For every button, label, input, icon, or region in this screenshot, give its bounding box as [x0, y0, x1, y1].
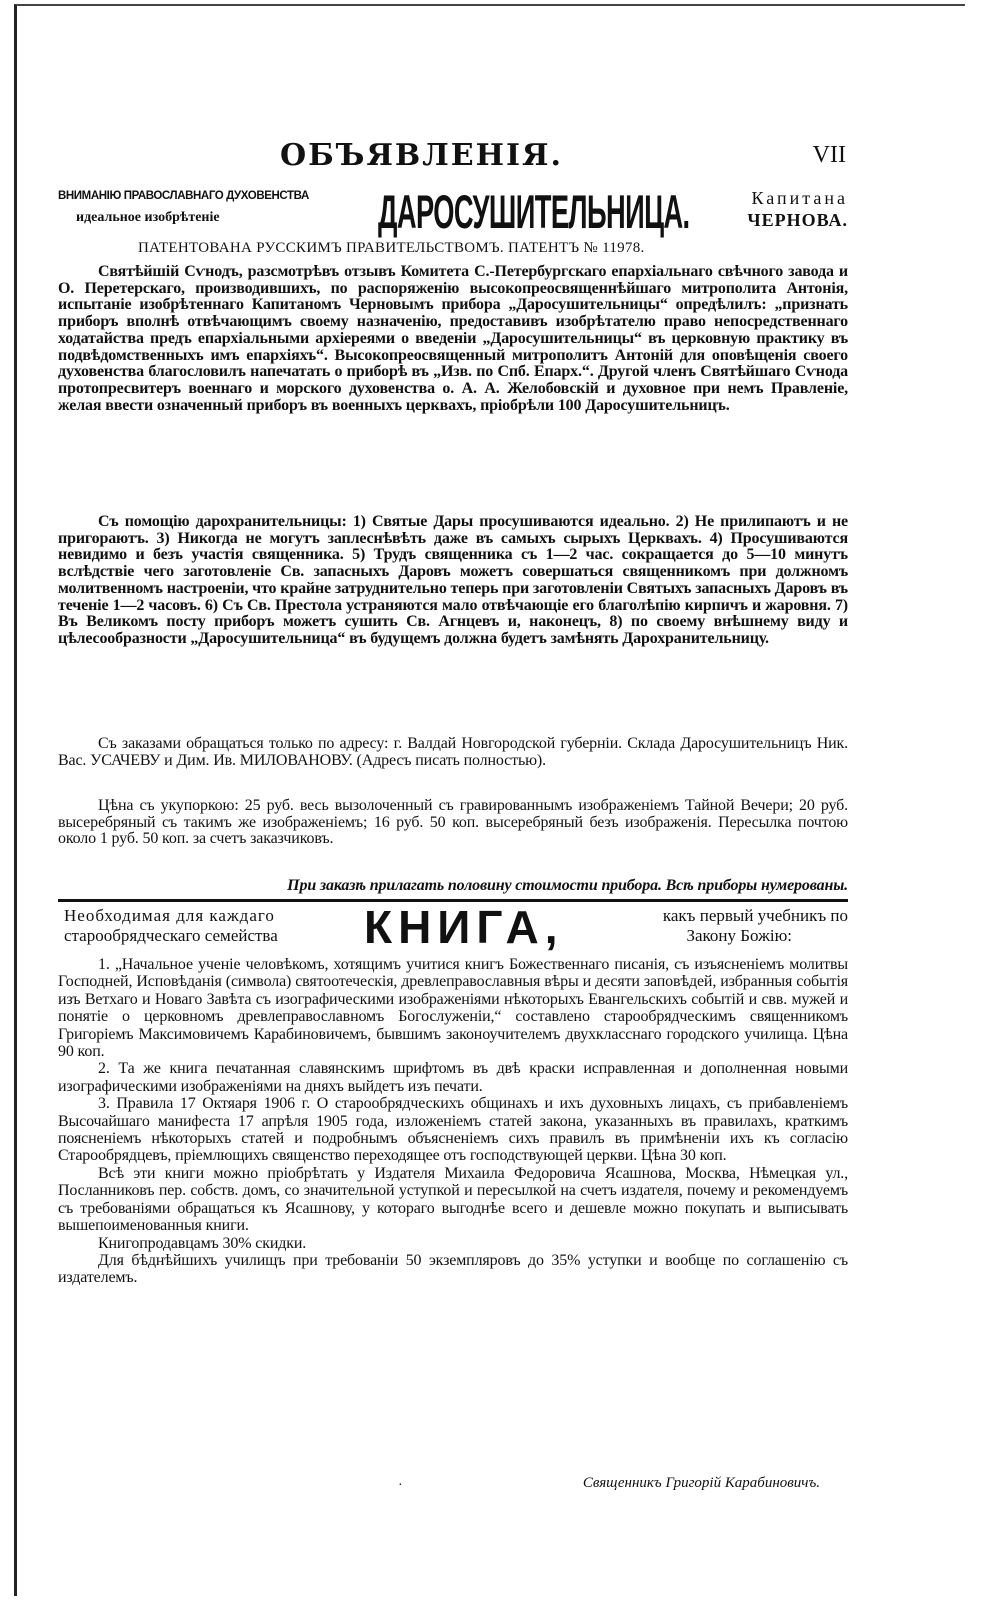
paragraph: Святѣйшій Сѵнодъ, разсмотрѣвъ отзывъ Комитета С.-Петербургскаго епархіальнаго свѣчного завода и О. Перетерскаго, производившихъ, по распоряженію высокопреосвященнѣйшаго митрополита Антонія, испытаніе изобрѣтеннаго Капитаномъ Черновымъ прибора „Даросушительницы“ опредѣлилъ: „признать приборъ вполнѣ отвѣчающимъ своему назначенію, предоставивъ изобрѣтателю право непосредственнаго ходатайства предъ епархіальными архіереями о введеніи „Даросушительницы“ въ церковную практику въ подвѣдомственныхъ имъ епархіяхъ“. Высокопреосвященный митрополитъ Антоній для оповѣщенія своего духовенства благословилъ напечатать о приборѣ въ „Изв. по Спб. Епарх.“. Другой членъ Святѣйшаго Сѵнода протопресвитеръ военнаго и морского духовенства о. А. А. Желобовскій и духовное при немъ Правленіе, желая ввести означенный приборъ въ военныхъ церквахъ, пріобрѣли 100 Даросушительницъ. [58, 263, 848, 414]
ad-price-paragraph [58, 798, 848, 848]
ad-product-name: ДАРОСУШИТЕЛЬНИЦА. [378, 185, 690, 238]
paragraph: При заказѣ прилагать половину стоимости прибора. Всѣ приборы нумерованы. [287, 877, 848, 894]
ad-attention: ВНИМАНІЮ ПРАВОСЛАВНАГО ДУХОВЕНСТВА [58, 190, 309, 202]
ad-address-paragraph [58, 736, 848, 769]
book-item-1: 1. „Начальное ученіе человѣкомъ, хотящимъ учитися книгъ Божественнаго писанія, съ изъясненіемъ молитвы Господней, Исповѣданія (символа) святоотеческія, древлеправославныя вѣры и десяти заповѣдей, избранныя событія изъ Ветхаго и Новаго Завѣта съ изографическими изображеніями нѣкоторыхъ Евангельскихъ событій и свв. мужей и понятіе о церковномъ древлеправославномъ Богослуженіи,“ составлено старообрядческимъ священникомъ Григоріемъ Максимовичемъ Карабиновичемъ, бывшимъ законоучителемъ двухкласснаго городского училища. Цѣна 90 коп. [58, 956, 848, 1061]
book-ad-left-line-2: старообрядческаго семейства [64, 926, 278, 945]
book-discount: Книгопродавцамъ 30% скидки. [98, 1234, 307, 1252]
paragraph: Цѣна съ укупоркою: 25 руб. весь вызолоченный съ гравированнымъ изображеніемъ Тайной Вечери; 20 руб. высеребряный съ такимъ же изображеніемъ; 16 руб. 50 коп. высеребряный безъ изображенія. Пересылка почтою около 1 руб. 50 коп. за счетъ заказчиковъ. [58, 797, 848, 848]
book-ad-left-line-1: Необходимая для каждаго [64, 906, 275, 925]
ad-captain-name: ЧЕРНОВА. [747, 210, 848, 230]
book-ad-right-line-2: Закону Божію: [686, 926, 792, 945]
book-item-3: 3. Правила 17 Октяаря 1906 г. О старообрядческихъ общинахъ и ихъ духовныхъ лицахъ, съ прибавленіемъ Высочайшаго манифеста 17 апрѣля 1905 года, изложеніемъ статей закона, указанныхъ въ правилахъ, краткимъ поясненіемъ нѣкоторыхъ статей и подробнымъ объясненіемъ сихъ правилъ въ примѣненіи ихъ къ согласію Старообрядцевъ, пріемлющихъ священство переходящее отъ господствующей церкви. Цѣна 30 коп. [58, 1095, 848, 1165]
ad-captain-label: Капитана [751, 188, 848, 208]
paragraph: Съ помощію дарохранительницы: 1) Святые Дары просушиваются идеально. 2) Не прилипаютъ и не пригораютъ. 3) Никогда не могутъ заплеснѣвѣть даже въ самыхъ сырыхъ Церквахъ. 4) Просушиваются невидимо и безъ участія священника. 5) Трудъ священника съ 1—2 час. сокращается до 5—10 минутъ вслѣдствіе чего заготовленіе Св. запасныхъ Даровъ можетъ совершаться священникомъ при должномъ молитвенномъ настроеніи, что крайне затруднительно теперь при заготовленіи Святыхъ запасныхъ Даровъ въ теченіе 1—2 часовъ. 6) Съ Св. Престола устраняются мало отвѣчающіе его благолѣпію кирпичъ и жаровня. 7) Въ Великомъ посту приборъ можетъ сушить Св. Агнцевъ и, наконецъ, 8) по своему внѣшнему виду и цѣлесообразности „Даросушительница“ въ будущемъ должна будетъ замѣнять Дарохранительницу. [58, 513, 848, 647]
ad-note [58, 878, 848, 895]
book-ad-heading [58, 901, 848, 953]
page-header [58, 138, 848, 178]
ad-heading [58, 186, 848, 242]
ad-benefits-paragraph [58, 514, 848, 648]
book-purchase-info: Всѣ эти книги можно пріобрѣтать у Издателя Михаила Федоровича Ясашнова, Москва, Нѣмецкая ул., Посланниковъ пер. собств. домъ, со значительной уступкой и пересылкой на счетъ издателя, почему и рекомендуемъ съ требованіями обращаться къ Ясашнову, у котораго выгоднѣе всего и дешевле можно покупать и выписывать вышепоименованныя книги. [58, 1164, 848, 1235]
book-ad-title: КНИГА, [364, 901, 564, 953]
section-title: ОБЪЯВЛЕНІЯ. [280, 138, 563, 173]
patent-line: ПАТЕНТОВАНА РУССКИМЪ ПРАВИТЕЛЬСТВОМЪ. ПАТЕНТЪ № 11978. [138, 240, 645, 256]
signature: Священникъ Григорій Карабиновичъ. [582, 1475, 820, 1491]
book-ad-body [58, 956, 848, 1287]
page-number: VII [812, 142, 846, 168]
ad-synod-paragraph [58, 264, 848, 414]
book-ad-right-line-1: какъ первый учебникъ по [662, 906, 848, 925]
paragraph: Съ заказами обращаться только по адресу: г. Валдай Новгородской губерніи. Склада Даросушительницъ Ник. Вас. УСАЧЕВУ и Дим. Ив. МИЛОВАНОВУ. (Адресъ писать полностью). [58, 735, 848, 769]
book-schools-discount: Для бѣднѣйшихъ училищъ при требованіи 50 экземпляровъ до 35% уступки и вообще по соглашенію съ издателемъ. [58, 1251, 848, 1287]
ad-tagline: идеальное изобрѣтеніе [76, 210, 220, 225]
book-item-2: 2. Та же книга печатанная славянскимъ шрифтомъ въ двѣ краски исправленная и дополненная новыми изографическими изображеніями на дняхъ выйдетъ изъ печати. [58, 1060, 848, 1095]
ornament-dot: · [398, 1478, 403, 1493]
